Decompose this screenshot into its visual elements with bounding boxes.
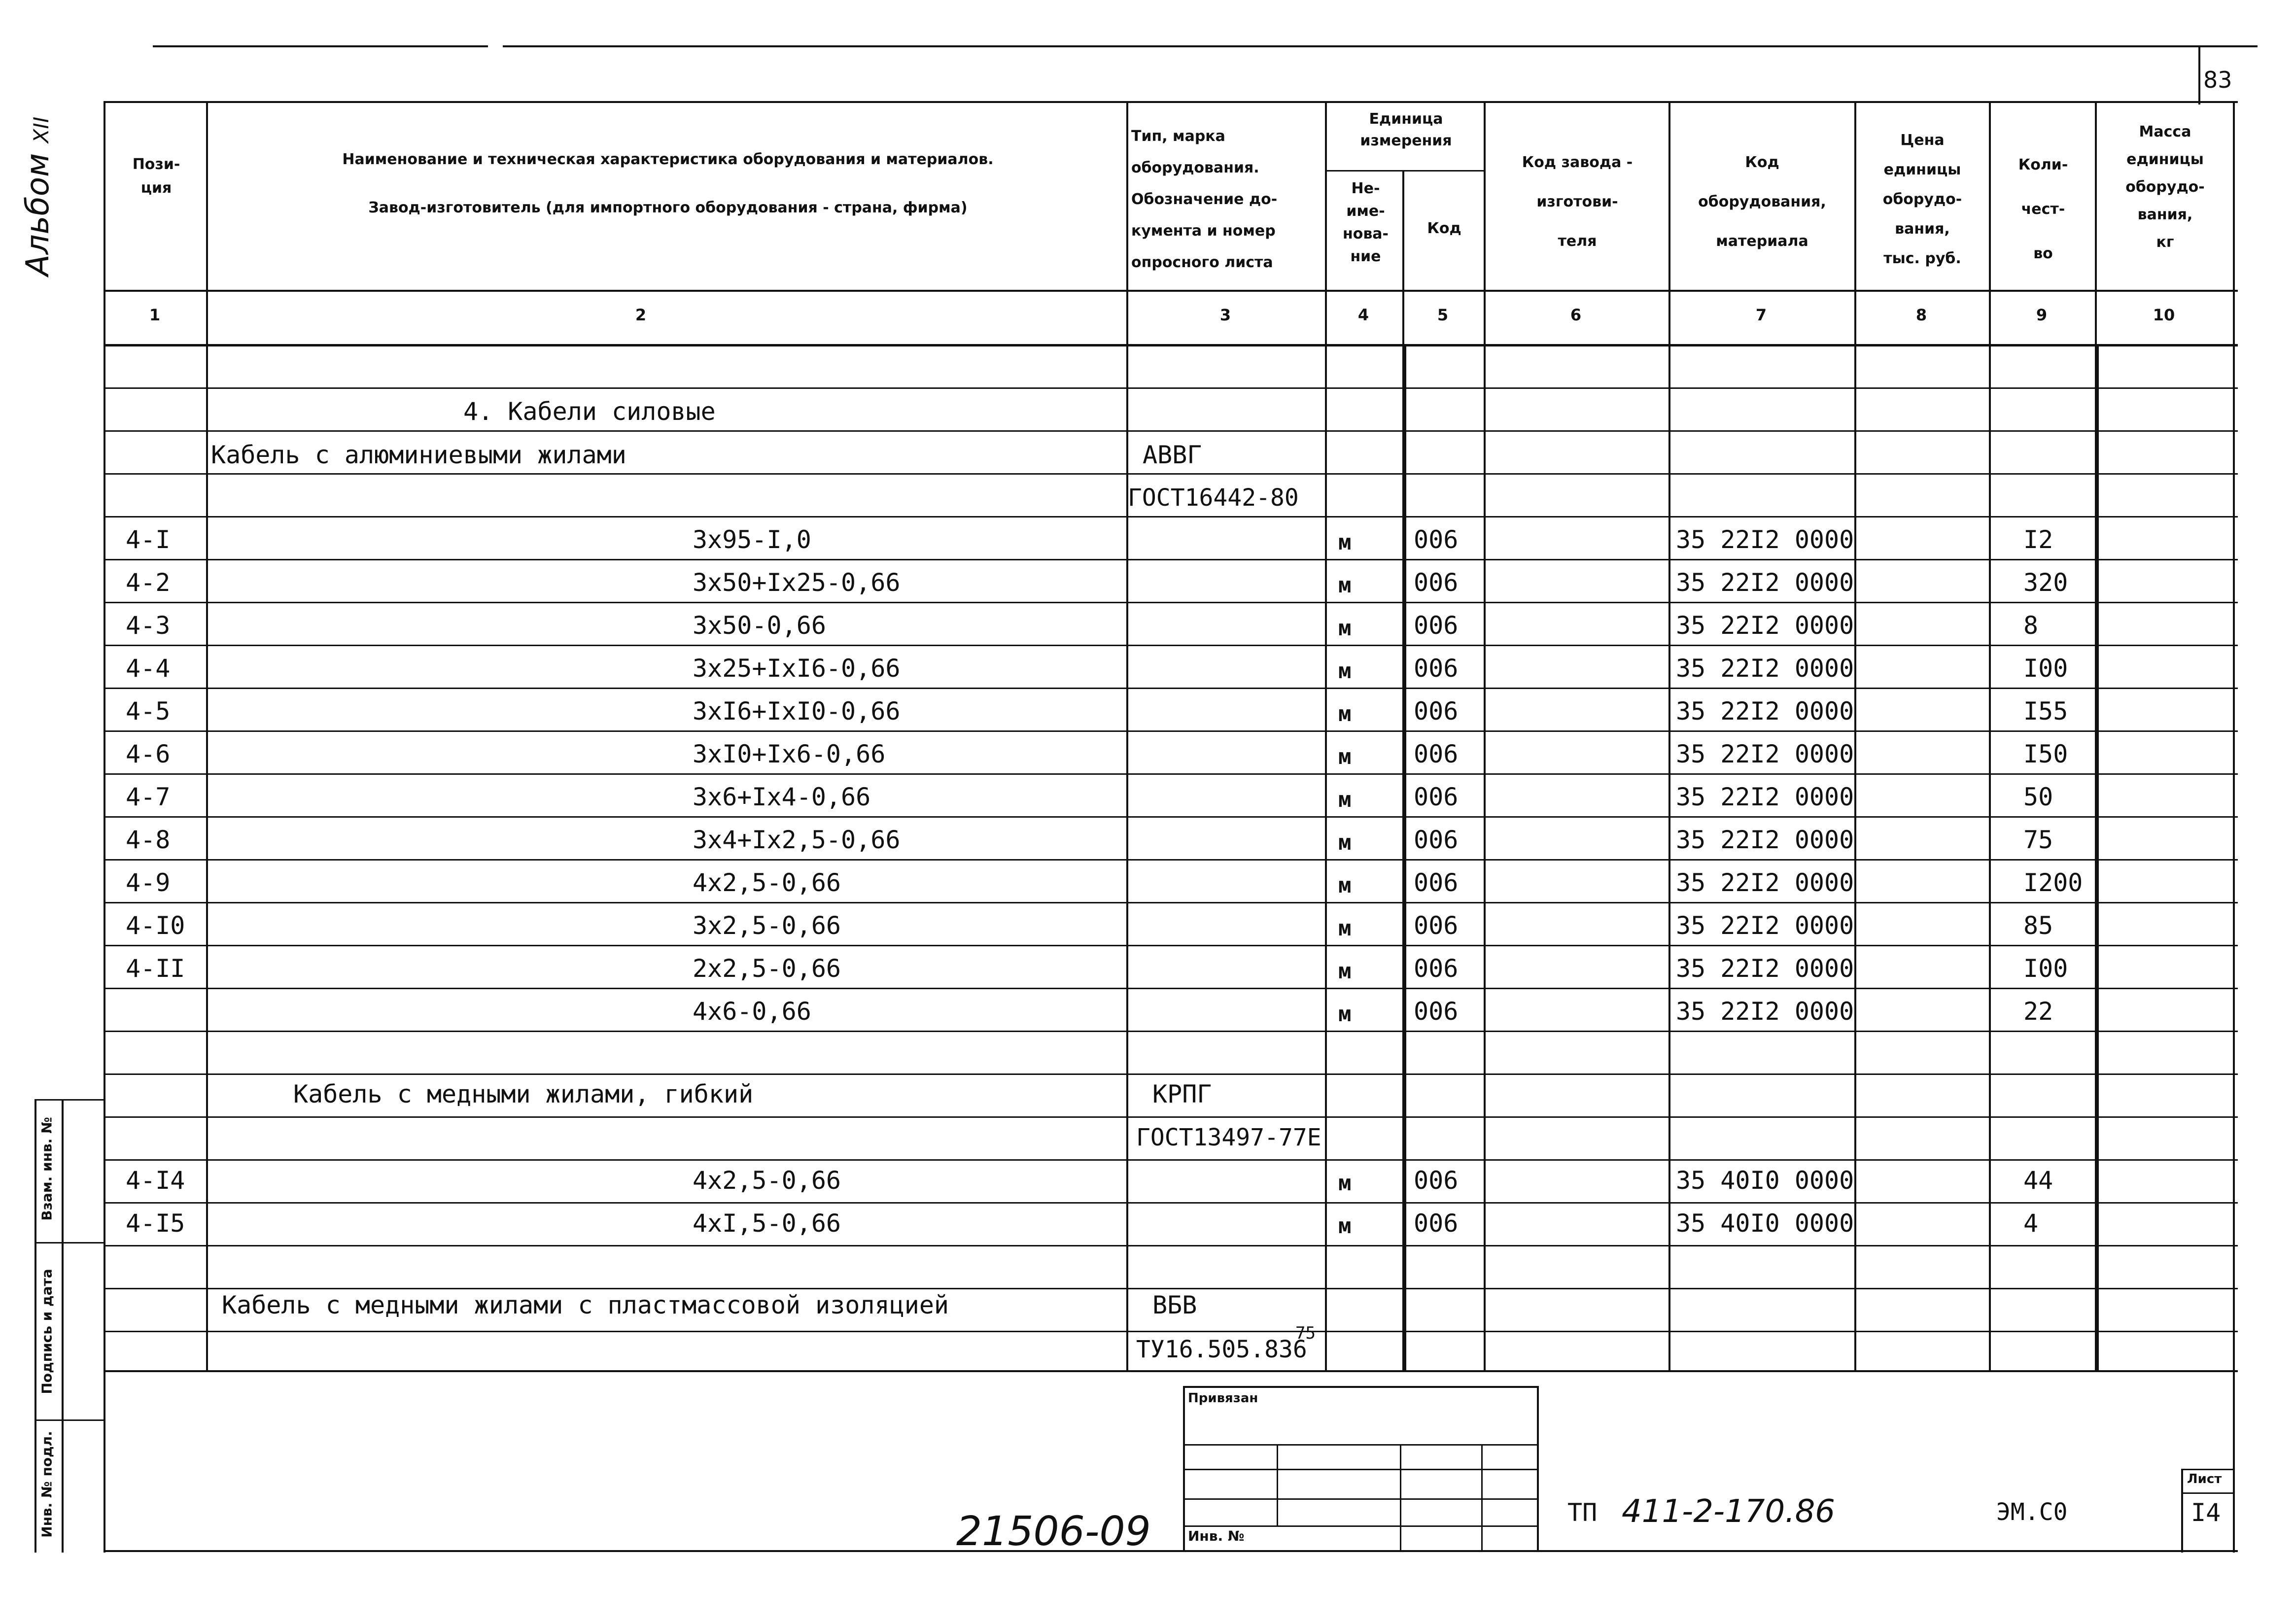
row-separator <box>104 902 2238 903</box>
cell-specification: 3xI6+IxI0-0,66 <box>693 697 901 726</box>
row-separator <box>104 473 2238 475</box>
row-separator <box>104 645 2238 646</box>
cell-specification: 4x6-0,66 <box>693 997 811 1026</box>
cell-unit-name: м <box>1338 1171 1352 1196</box>
top-rule-right <box>503 45 2258 47</box>
col-line-9-body <box>2095 344 2099 1370</box>
cell-material-code: 35 22I2 0000 <box>1676 997 1854 1026</box>
cell-unit-name: м <box>1338 658 1352 684</box>
col-num-1: 1 <box>149 306 161 324</box>
cell-position: 4-7 <box>126 783 171 811</box>
group3-standard: ТУ16.505.836 <box>1136 1336 1307 1363</box>
doc-code: ЭМ.С0 <box>1996 1498 2068 1526</box>
page-number: 83 <box>2203 67 2232 93</box>
frame-bottom <box>104 1550 2238 1552</box>
cell-material-code: 35 22I2 0000 <box>1676 611 1854 640</box>
side-strip-line1 <box>35 1242 104 1244</box>
column-number-line <box>104 344 2238 346</box>
table-bottom-border <box>104 1370 2238 1372</box>
header-unit-name: Не- име- нова- ние <box>1342 180 1389 265</box>
cell-quantity: 4 <box>2023 1209 2039 1238</box>
stamp-box-right <box>1537 1386 1539 1551</box>
header-unit-group: Единица измерения <box>1360 110 1452 149</box>
group3-standard-sup: 75 <box>1295 1323 1316 1343</box>
cell-position: 4-9 <box>126 868 171 897</box>
row-separator <box>104 1073 2238 1075</box>
cell-quantity: 22 <box>2023 997 2053 1026</box>
cell-position: 4-II <box>126 954 185 983</box>
group1-mark: АВВГ <box>1143 441 1202 469</box>
col-line-2 <box>1126 101 1128 1370</box>
cell-position: 4-2 <box>126 568 171 597</box>
col-line-6 <box>1668 101 1670 1370</box>
cell-unit-name: м <box>1338 1002 1352 1027</box>
cell-material-code: 35 22I2 0000 <box>1676 954 1854 983</box>
cell-unit-code: 006 <box>1414 826 1459 854</box>
stamp-box-col3 <box>1481 1444 1483 1550</box>
col-line-4-body <box>1402 344 1406 1370</box>
sheet-label: Лист <box>2187 1472 2222 1486</box>
col-num-3: 3 <box>1219 306 1231 324</box>
cell-specification: 3x2,5-0,66 <box>693 911 841 940</box>
cell-unit-name: м <box>1338 1213 1352 1239</box>
cell-material-code: 35 22I2 0000 <box>1676 654 1854 683</box>
cell-position: 4-I5 <box>126 1209 185 1238</box>
col-line-0 <box>104 101 105 1553</box>
group2-mark: КРПГ <box>1152 1080 1212 1108</box>
cell-specification: 4x2,5-0,66 <box>693 1166 841 1195</box>
inv-label: Инв. № <box>1188 1528 1245 1544</box>
cell-position: 4-6 <box>126 740 171 768</box>
header-name-line1: Наименование и техническая характеристика оборудования и материалов. <box>342 151 994 168</box>
sheet-box-top <box>2181 1469 2233 1470</box>
col-num-6: 6 <box>1570 306 1582 324</box>
row-separator <box>104 988 2238 989</box>
cell-material-code: 35 40I0 0000 <box>1676 1166 1854 1195</box>
cell-unit-code: 006 <box>1414 697 1459 726</box>
header-mass: Масса единицы оборудо- вания, кг <box>2125 123 2205 251</box>
cell-specification: 4x2,5-0,66 <box>693 868 841 897</box>
cell-specification: 3x50-0,66 <box>693 611 826 640</box>
cell-quantity: I00 <box>2023 654 2068 683</box>
cell-unit-code: 006 <box>1414 997 1459 1026</box>
group2-standard: ГОСТ13497-77Е <box>1136 1124 1321 1151</box>
col-line-3 <box>1325 101 1327 1370</box>
sheet-number: I4 <box>2191 1498 2221 1527</box>
row-separator <box>104 859 2238 861</box>
top-rule-left <box>153 45 488 47</box>
cell-quantity: 75 <box>2023 826 2053 854</box>
cell-unit-name: м <box>1338 744 1352 769</box>
cell-quantity: I200 <box>2023 868 2083 897</box>
cell-material-code: 35 22I2 0000 <box>1676 868 1854 897</box>
cell-unit-code: 006 <box>1414 568 1459 597</box>
header-material-code: Код оборудования, материала <box>1698 154 1826 250</box>
cell-position: 4-I <box>126 525 171 554</box>
cell-material-code: 35 22I2 0000 <box>1676 525 1854 554</box>
side-label-podpis: Подпись и дата <box>38 1269 55 1394</box>
cell-quantity: 50 <box>2023 783 2053 811</box>
col-line-10 <box>2233 101 2235 1553</box>
row-separator <box>104 1159 2238 1161</box>
cell-specification: 3xI0+Ix6-0,66 <box>693 740 886 768</box>
col-line-7 <box>1854 101 1856 1370</box>
cell-unit-code: 006 <box>1414 654 1459 683</box>
header-unit-code: Код <box>1427 220 1461 237</box>
row-separator <box>104 387 2238 389</box>
page-number-box-edge <box>2198 45 2200 104</box>
album-label-suffix: XII <box>29 116 53 143</box>
cell-unit-code: 006 <box>1414 911 1459 940</box>
cell-specification: 3x25+IxI6-0,66 <box>693 654 901 683</box>
row-separator <box>104 1031 2238 1032</box>
stamp-box-col1 <box>1277 1444 1278 1525</box>
col-num-2: 2 <box>635 306 647 324</box>
header-bottom-line <box>104 290 2238 292</box>
stamp-box-line4 <box>1183 1525 1538 1527</box>
cell-specification: 2x2,5-0,66 <box>693 954 841 983</box>
cell-material-code: 35 22I2 0000 <box>1676 697 1854 726</box>
header-factory-code: Код завода - изготови- теля <box>1522 154 1633 250</box>
cell-unit-name: м <box>1338 787 1352 812</box>
cell-position: 4-I0 <box>126 911 185 940</box>
sheet-box-mid <box>2181 1492 2233 1494</box>
row-separator <box>104 773 2238 775</box>
cell-unit-code: 006 <box>1414 954 1459 983</box>
stamp-box-line2 <box>1183 1469 1538 1470</box>
row-separator <box>104 688 2238 689</box>
bound-label: Привязан <box>1188 1391 1258 1406</box>
col-num-4: 4 <box>1357 306 1369 324</box>
col-line-4-header <box>1402 170 1404 345</box>
row-separator <box>104 1202 2238 1204</box>
stamp-box-top <box>1183 1386 1538 1388</box>
unit-subheader-line <box>1326 170 1484 172</box>
table-top-border <box>104 101 2238 103</box>
cell-quantity: 8 <box>2023 611 2039 640</box>
group1-standard: ГОСТ16442-80 <box>1128 484 1299 512</box>
cell-specification: 3x50+Ix25-0,66 <box>693 568 901 597</box>
cell-position: 4-3 <box>126 611 171 640</box>
side-strip-mid <box>62 1099 64 1553</box>
cell-unit-code: 006 <box>1414 868 1459 897</box>
cell-specification: 3x95-I,0 <box>693 525 811 554</box>
col-line-8 <box>1989 101 1991 1370</box>
cell-material-code: 35 22I2 0000 <box>1676 911 1854 940</box>
cell-position: 4-4 <box>126 654 171 683</box>
row-separator <box>104 816 2238 818</box>
group1-name: Кабель с алюминиевыми жилами <box>211 441 626 469</box>
cell-material-code: 35 22I2 0000 <box>1676 568 1854 597</box>
cell-position: 4-5 <box>126 697 171 726</box>
header-quantity: Коли- чест- во <box>2018 156 2068 262</box>
stamp-box-col2 <box>1400 1444 1401 1550</box>
side-label-inv-podl: Инв. № подл. <box>38 1431 55 1538</box>
col-line-1 <box>206 101 208 1370</box>
album-label <box>20 117 56 276</box>
cell-quantity: 320 <box>2023 568 2068 597</box>
row-separator <box>104 516 2238 518</box>
cell-quantity: I55 <box>2023 697 2068 726</box>
cell-specification: 4xI,5-0,66 <box>693 1209 841 1238</box>
cell-unit-code: 006 <box>1414 740 1459 768</box>
cell-unit-name: м <box>1338 916 1352 941</box>
cell-unit-name: м <box>1338 616 1352 641</box>
cell-quantity: I00 <box>2023 954 2068 983</box>
side-label-vzam: Взам. инв. № <box>38 1117 55 1221</box>
col-num-7: 7 <box>1755 306 1767 324</box>
stamp-box-line1 <box>1183 1444 1538 1446</box>
album-label-text: Альбом <box>20 153 56 276</box>
cell-unit-name: м <box>1338 701 1352 726</box>
cell-quantity: I2 <box>2023 525 2053 554</box>
row-separator <box>104 602 2238 603</box>
cell-unit-code: 006 <box>1414 1166 1459 1195</box>
group2-name: Кабель с медными жилами, гибкий <box>293 1080 754 1108</box>
stamp-box-line3 <box>1183 1498 1538 1500</box>
cell-material-code: 35 22I2 0000 <box>1676 740 1854 768</box>
row-separator <box>104 1288 2238 1289</box>
cell-material-code: 35 40I0 0000 <box>1676 1209 1854 1238</box>
cell-specification: 3x4+Ix2,5-0,66 <box>693 826 901 854</box>
col-line-9-header <box>2095 101 2097 345</box>
row-separator <box>104 430 2238 432</box>
group3-name: Кабель с медными жилами с пластмассовой изоляцией <box>222 1291 949 1319</box>
cell-unit-name: м <box>1338 830 1352 855</box>
section-title: 4. Кабели силовые <box>463 397 716 426</box>
cell-unit-code: 006 <box>1414 611 1459 640</box>
handwritten-number: 21506-09 <box>956 1508 1151 1555</box>
cell-unit-code: 006 <box>1414 1209 1459 1238</box>
cell-quantity: I50 <box>2023 740 2068 768</box>
side-strip-top <box>35 1099 104 1101</box>
cell-unit-code: 006 <box>1414 783 1459 811</box>
row-separator <box>104 1331 2238 1332</box>
cell-specification: 3x6+Ix4-0,66 <box>693 783 871 811</box>
col-num-5: 5 <box>1437 306 1449 324</box>
cell-quantity: 85 <box>2023 911 2053 940</box>
cell-unit-name: м <box>1338 873 1352 898</box>
cell-unit-name: м <box>1338 573 1352 598</box>
doc-prefix: ТП <box>1567 1498 1598 1527</box>
col-num-10: 10 <box>2153 306 2175 324</box>
cell-quantity: 44 <box>2023 1166 2053 1195</box>
col-num-8: 8 <box>1915 306 1927 324</box>
cell-position: 4-8 <box>126 826 171 854</box>
col-num-9: 9 <box>2036 306 2048 324</box>
header-name-line2: Завод-изготовитель (для импортного оборудования - страна, фирма) <box>368 199 968 216</box>
col-line-5 <box>1484 101 1486 1370</box>
cell-unit-name: м <box>1338 959 1352 984</box>
row-separator <box>104 945 2238 946</box>
row-separator <box>104 1116 2238 1118</box>
cell-material-code: 35 22I2 0000 <box>1676 783 1854 811</box>
side-strip-line2 <box>35 1419 104 1421</box>
group3-mark: ВБВ <box>1152 1291 1197 1319</box>
row-separator <box>104 730 2238 732</box>
doc-number: 411-2-170.86 <box>1622 1493 1835 1530</box>
sheet-box-left <box>2181 1469 2183 1553</box>
cell-unit-name: м <box>1338 530 1352 555</box>
header-position: Пози- ция <box>132 156 180 197</box>
row-separator <box>104 559 2238 560</box>
row-separator <box>104 1245 2238 1246</box>
header-price: Цена единицы оборудо- вания, тыс. руб. <box>1882 132 1962 267</box>
side-strip-left <box>35 1099 36 1553</box>
stamp-box-left <box>1183 1386 1185 1551</box>
cell-unit-code: 006 <box>1414 525 1459 554</box>
cell-position: 4-I4 <box>126 1166 185 1195</box>
cell-material-code: 35 22I2 0000 <box>1676 826 1854 854</box>
header-type: Тип, марка оборудования. Обозначение до- кумента и номер опросного листа <box>1131 128 1278 271</box>
